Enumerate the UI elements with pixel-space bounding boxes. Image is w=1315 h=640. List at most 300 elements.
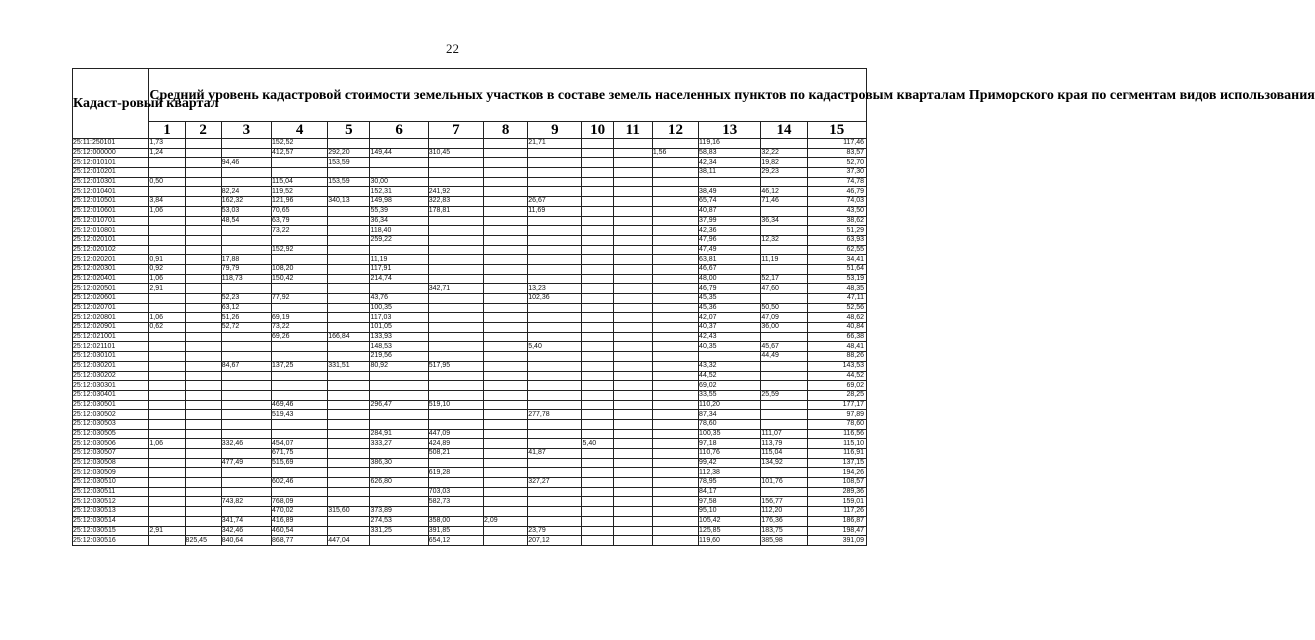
value-cell: [328, 206, 370, 216]
table-row: [73, 148, 867, 158]
value-cell: 508,21: [428, 449, 483, 459]
value-cell: [484, 449, 528, 459]
value-cell: [652, 419, 698, 429]
value-cell: [582, 410, 613, 420]
value-cell: [370, 168, 428, 178]
value-cell: 34,41: [807, 255, 866, 265]
value-cell: [428, 255, 483, 265]
value-cell: 340,13: [328, 197, 370, 207]
value-cell: [221, 245, 271, 255]
value-cell: [428, 245, 483, 255]
value-cell: [613, 361, 652, 371]
value-cell: [221, 449, 271, 459]
value-cell: 198,47: [807, 526, 866, 536]
value-cell: 105,42: [699, 516, 761, 526]
cadastral-quarter-cell: 25:12:020102: [73, 245, 149, 255]
value-cell: [613, 497, 652, 507]
value-cell: 117,91: [370, 264, 428, 274]
value-cell: [428, 410, 483, 420]
value-cell: [652, 303, 698, 313]
value-cell: [582, 332, 613, 342]
value-cell: [221, 429, 271, 439]
cadastral-quarter-cell: 25:12:030516: [73, 536, 149, 546]
value-cell: [271, 303, 327, 313]
cadastral-quarter-cell: 25:12:020301: [73, 264, 149, 274]
table-row: [73, 168, 867, 178]
value-cell: [328, 419, 370, 429]
value-cell: 207,12: [528, 536, 582, 546]
value-cell: [185, 419, 221, 429]
value-cell: [484, 168, 528, 178]
value-cell: [328, 342, 370, 352]
value-cell: [528, 255, 582, 265]
value-cell: 99,42: [699, 458, 761, 468]
value-cell: [484, 390, 528, 400]
value-cell: 2,91: [149, 526, 185, 536]
value-cell: [428, 458, 483, 468]
value-cell: [528, 497, 582, 507]
value-cell: 115,10: [807, 439, 866, 449]
value-cell: [613, 148, 652, 158]
value-cell: [761, 245, 807, 255]
value-cell: 48,54: [221, 216, 271, 226]
value-cell: [185, 497, 221, 507]
value-cell: 42,07: [699, 313, 761, 323]
value-cell: [328, 284, 370, 294]
table-row: [73, 381, 867, 391]
value-cell: [652, 158, 698, 168]
cadastral-quarter-cell: 25:12:030507: [73, 449, 149, 459]
value-cell: [652, 177, 698, 187]
value-cell: [613, 313, 652, 323]
value-cell: [185, 400, 221, 410]
value-cell: [221, 390, 271, 400]
value-cell: [613, 303, 652, 313]
value-cell: 100,35: [370, 303, 428, 313]
value-cell: [370, 381, 428, 391]
value-cell: [185, 284, 221, 294]
value-cell: [484, 536, 528, 546]
value-cell: 137,25: [271, 361, 327, 371]
value-cell: [370, 419, 428, 429]
value-cell: [484, 400, 528, 410]
value-cell: 33,55: [699, 390, 761, 400]
value-cell: 219,56: [370, 352, 428, 362]
value-cell: 40,84: [807, 323, 866, 333]
value-cell: 519,10: [428, 400, 483, 410]
value-cell: 0,91: [149, 255, 185, 265]
table-row: [73, 187, 867, 197]
value-cell: 29,23: [761, 168, 807, 178]
value-cell: [613, 400, 652, 410]
value-cell: [528, 187, 582, 197]
value-cell: 46,12: [761, 187, 807, 197]
value-cell: [328, 352, 370, 362]
value-cell: [652, 342, 698, 352]
table-row: [73, 313, 867, 323]
value-cell: [185, 371, 221, 381]
value-cell: [328, 303, 370, 313]
value-cell: [185, 216, 221, 226]
value-cell: 78,60: [699, 419, 761, 429]
value-cell: 117,46: [807, 139, 866, 149]
value-cell: 38,49: [699, 187, 761, 197]
value-cell: [613, 284, 652, 294]
value-cell: [484, 284, 528, 294]
value-cell: [582, 478, 613, 488]
value-cell: [185, 255, 221, 265]
value-cell: [428, 235, 483, 245]
value-cell: [761, 264, 807, 274]
cadastral-quarter-cell: 25:12:030101: [73, 352, 149, 362]
value-cell: 48,00: [699, 274, 761, 284]
value-cell: [652, 507, 698, 517]
value-cell: [185, 381, 221, 391]
value-cell: [185, 468, 221, 478]
value-cell: [582, 507, 613, 517]
value-cell: 310,45: [428, 148, 483, 158]
value-cell: [582, 429, 613, 439]
value-cell: [271, 429, 327, 439]
value-cell: 108,57: [807, 478, 866, 488]
value-cell: [761, 381, 807, 391]
segment-number-header: 11: [613, 122, 652, 139]
value-cell: 77,92: [271, 294, 327, 304]
value-cell: 13,23: [528, 284, 582, 294]
value-cell: [271, 158, 327, 168]
value-cell: [149, 381, 185, 391]
value-cell: 52,56: [807, 303, 866, 313]
value-cell: 55,39: [370, 206, 428, 216]
value-cell: [185, 449, 221, 459]
value-cell: [149, 332, 185, 342]
value-cell: 342,71: [428, 284, 483, 294]
value-cell: 69,02: [807, 381, 866, 391]
value-cell: 74,78: [807, 177, 866, 187]
value-cell: [613, 429, 652, 439]
value-cell: [185, 177, 221, 187]
table-row: [73, 371, 867, 381]
value-cell: [652, 284, 698, 294]
value-cell: 477,49: [221, 458, 271, 468]
value-cell: 391,09: [807, 536, 866, 546]
value-cell: 840,64: [221, 536, 271, 546]
value-cell: [761, 371, 807, 381]
value-cell: [528, 332, 582, 342]
value-cell: [484, 342, 528, 352]
value-cell: [428, 507, 483, 517]
value-cell: [271, 468, 327, 478]
value-cell: 41,87: [528, 449, 582, 459]
value-cell: [652, 536, 698, 546]
value-cell: 1,06: [149, 274, 185, 284]
value-cell: 331,25: [370, 526, 428, 536]
table-row: [73, 478, 867, 488]
value-cell: [613, 449, 652, 459]
value-cell: 80,92: [370, 361, 428, 371]
value-cell: [528, 235, 582, 245]
value-cell: [328, 235, 370, 245]
value-cell: [528, 168, 582, 178]
value-cell: 47,96: [699, 235, 761, 245]
value-cell: [185, 323, 221, 333]
value-cell: 177,17: [807, 400, 866, 410]
segment-number-header: 8: [484, 122, 528, 139]
value-cell: [328, 294, 370, 304]
value-cell: 1,06: [149, 206, 185, 216]
value-cell: [613, 381, 652, 391]
value-cell: [149, 390, 185, 400]
table-row: [73, 400, 867, 410]
value-cell: [271, 381, 327, 391]
cadastral-quarter-cell: 25:12:010701: [73, 216, 149, 226]
value-cell: [271, 352, 327, 362]
value-cell: [652, 226, 698, 236]
value-cell: 582,73: [428, 497, 483, 507]
value-cell: [185, 168, 221, 178]
value-cell: [652, 323, 698, 333]
value-cell: [185, 148, 221, 158]
value-cell: 25,59: [761, 390, 807, 400]
value-cell: 36,00: [761, 323, 807, 333]
value-cell: 17,88: [221, 255, 271, 265]
value-cell: [221, 332, 271, 342]
value-cell: 108,20: [271, 264, 327, 274]
table-row: [73, 449, 867, 459]
value-cell: [185, 342, 221, 352]
value-cell: [149, 419, 185, 429]
segment-number-header: 12: [652, 122, 698, 139]
value-cell: [582, 458, 613, 468]
value-cell: [613, 274, 652, 284]
value-cell: 162,32: [221, 197, 271, 207]
value-cell: 21,71: [528, 139, 582, 149]
value-cell: [484, 526, 528, 536]
table-row: [73, 177, 867, 187]
value-cell: 602,46: [271, 478, 327, 488]
value-cell: [271, 342, 327, 352]
value-cell: 373,89: [370, 507, 428, 517]
page-number: 22: [446, 41, 459, 56]
value-cell: [484, 478, 528, 488]
segment-number-header: 10: [582, 122, 613, 139]
value-cell: [370, 468, 428, 478]
value-cell: [328, 478, 370, 488]
value-cell: 447,04: [328, 536, 370, 546]
table-row: [73, 197, 867, 207]
value-cell: [185, 197, 221, 207]
value-cell: 97,58: [699, 497, 761, 507]
value-cell: 51,64: [807, 264, 866, 274]
value-cell: [761, 206, 807, 216]
value-cell: 69,02: [699, 381, 761, 391]
value-cell: [484, 410, 528, 420]
value-cell: 42,43: [699, 332, 761, 342]
value-cell: [528, 390, 582, 400]
value-cell: [185, 303, 221, 313]
table-row: [73, 284, 867, 294]
value-cell: [484, 197, 528, 207]
value-cell: [221, 352, 271, 362]
value-cell: 116,91: [807, 449, 866, 459]
value-cell: 0,62: [149, 323, 185, 333]
value-cell: 63,81: [699, 255, 761, 265]
value-cell: 118,73: [221, 274, 271, 284]
value-cell: 63,93: [807, 235, 866, 245]
value-cell: [652, 390, 698, 400]
value-cell: [484, 507, 528, 517]
value-cell: [613, 235, 652, 245]
value-cell: [613, 139, 652, 149]
value-cell: [428, 478, 483, 488]
cadastral-quarter-cell: 25:12:000000: [73, 148, 149, 158]
table-row: [73, 216, 867, 226]
value-cell: [582, 226, 613, 236]
value-cell: [528, 303, 582, 313]
value-cell: 183,75: [761, 526, 807, 536]
table-row: [73, 429, 867, 439]
value-cell: 36,34: [761, 216, 807, 226]
value-cell: 125,85: [699, 526, 761, 536]
value-cell: [185, 187, 221, 197]
value-cell: [761, 487, 807, 497]
value-cell: 149,44: [370, 148, 428, 158]
value-cell: 416,89: [271, 516, 327, 526]
value-cell: [652, 371, 698, 381]
cadastral-quarter-cell: 25:12:030505: [73, 429, 149, 439]
value-cell: [428, 294, 483, 304]
value-cell: 32,22: [761, 148, 807, 158]
value-cell: 358,00: [428, 516, 483, 526]
cadastral-quarter-cell: 25:12:021101: [73, 342, 149, 352]
value-cell: [149, 400, 185, 410]
value-cell: [149, 449, 185, 459]
value-cell: [221, 235, 271, 245]
value-cell: [221, 284, 271, 294]
value-cell: [613, 245, 652, 255]
value-cell: [484, 381, 528, 391]
value-cell: 47,49: [699, 245, 761, 255]
value-cell: [613, 410, 652, 420]
value-cell: 3,84: [149, 197, 185, 207]
value-cell: [149, 168, 185, 178]
value-cell: [652, 235, 698, 245]
value-cell: 137,15: [807, 458, 866, 468]
value-cell: 743,82: [221, 497, 271, 507]
value-cell: 296,47: [370, 400, 428, 410]
value-cell: 1,24: [149, 148, 185, 158]
value-cell: 159,01: [807, 497, 866, 507]
table-row: [73, 294, 867, 304]
value-cell: 619,28: [428, 468, 483, 478]
value-cell: [613, 197, 652, 207]
value-cell: [652, 400, 698, 410]
value-cell: 46,67: [699, 264, 761, 274]
value-cell: [484, 264, 528, 274]
value-cell: [370, 449, 428, 459]
cadastral-quarter-cell: 25:12:030202: [73, 371, 149, 381]
value-cell: 11,19: [761, 255, 807, 265]
value-cell: [761, 468, 807, 478]
value-cell: [528, 245, 582, 255]
value-cell: [528, 400, 582, 410]
value-cell: [328, 487, 370, 497]
value-cell: 194,26: [807, 468, 866, 478]
value-cell: [582, 361, 613, 371]
value-cell: 111,07: [761, 429, 807, 439]
value-cell: 83,57: [807, 148, 866, 158]
value-cell: 40,87: [699, 206, 761, 216]
value-cell: [528, 352, 582, 362]
value-cell: [185, 352, 221, 362]
value-cell: [271, 168, 327, 178]
table-row: [73, 516, 867, 526]
segment-number-header: 2: [185, 122, 221, 139]
value-cell: 133,93: [370, 332, 428, 342]
value-cell: 48,41: [807, 342, 866, 352]
value-cell: [613, 468, 652, 478]
value-cell: [699, 177, 761, 187]
value-cell: [582, 390, 613, 400]
value-cell: 110,76: [699, 449, 761, 459]
value-cell: 341,74: [221, 516, 271, 526]
value-cell: 315,60: [328, 507, 370, 517]
value-cell: [652, 361, 698, 371]
value-cell: [185, 245, 221, 255]
value-cell: [328, 371, 370, 381]
value-cell: [613, 536, 652, 546]
value-cell: [613, 177, 652, 187]
value-cell: 342,46: [221, 526, 271, 536]
value-cell: 412,57: [271, 148, 327, 158]
segment-number-header: 1: [149, 122, 185, 139]
value-cell: 274,53: [370, 516, 428, 526]
value-cell: [428, 177, 483, 187]
value-cell: [761, 294, 807, 304]
cadastral-quarter-cell: 25:12:030512: [73, 497, 149, 507]
table-row: [73, 487, 867, 497]
value-cell: [652, 449, 698, 459]
value-cell: 119,60: [699, 536, 761, 546]
value-cell: [582, 255, 613, 265]
value-cell: 277,78: [528, 410, 582, 420]
value-cell: [484, 235, 528, 245]
table-row: [73, 410, 867, 420]
value-cell: 118,40: [370, 226, 428, 236]
value-cell: [582, 516, 613, 526]
value-cell: 116,56: [807, 429, 866, 439]
value-cell: [428, 390, 483, 400]
value-cell: [221, 410, 271, 420]
value-cell: [428, 352, 483, 362]
value-cell: [149, 507, 185, 517]
value-cell: [613, 419, 652, 429]
value-cell: [582, 187, 613, 197]
value-cell: 53,19: [807, 274, 866, 284]
value-cell: [582, 468, 613, 478]
value-cell: [328, 429, 370, 439]
value-cell: 65,74: [699, 197, 761, 207]
value-cell: 119,16: [699, 139, 761, 149]
value-cell: [328, 245, 370, 255]
value-cell: 42,36: [699, 226, 761, 236]
value-cell: 52,17: [761, 274, 807, 284]
value-cell: [582, 536, 613, 546]
value-cell: [528, 264, 582, 274]
value-cell: [582, 158, 613, 168]
value-cell: 176,36: [761, 516, 807, 526]
table-row: [73, 352, 867, 362]
